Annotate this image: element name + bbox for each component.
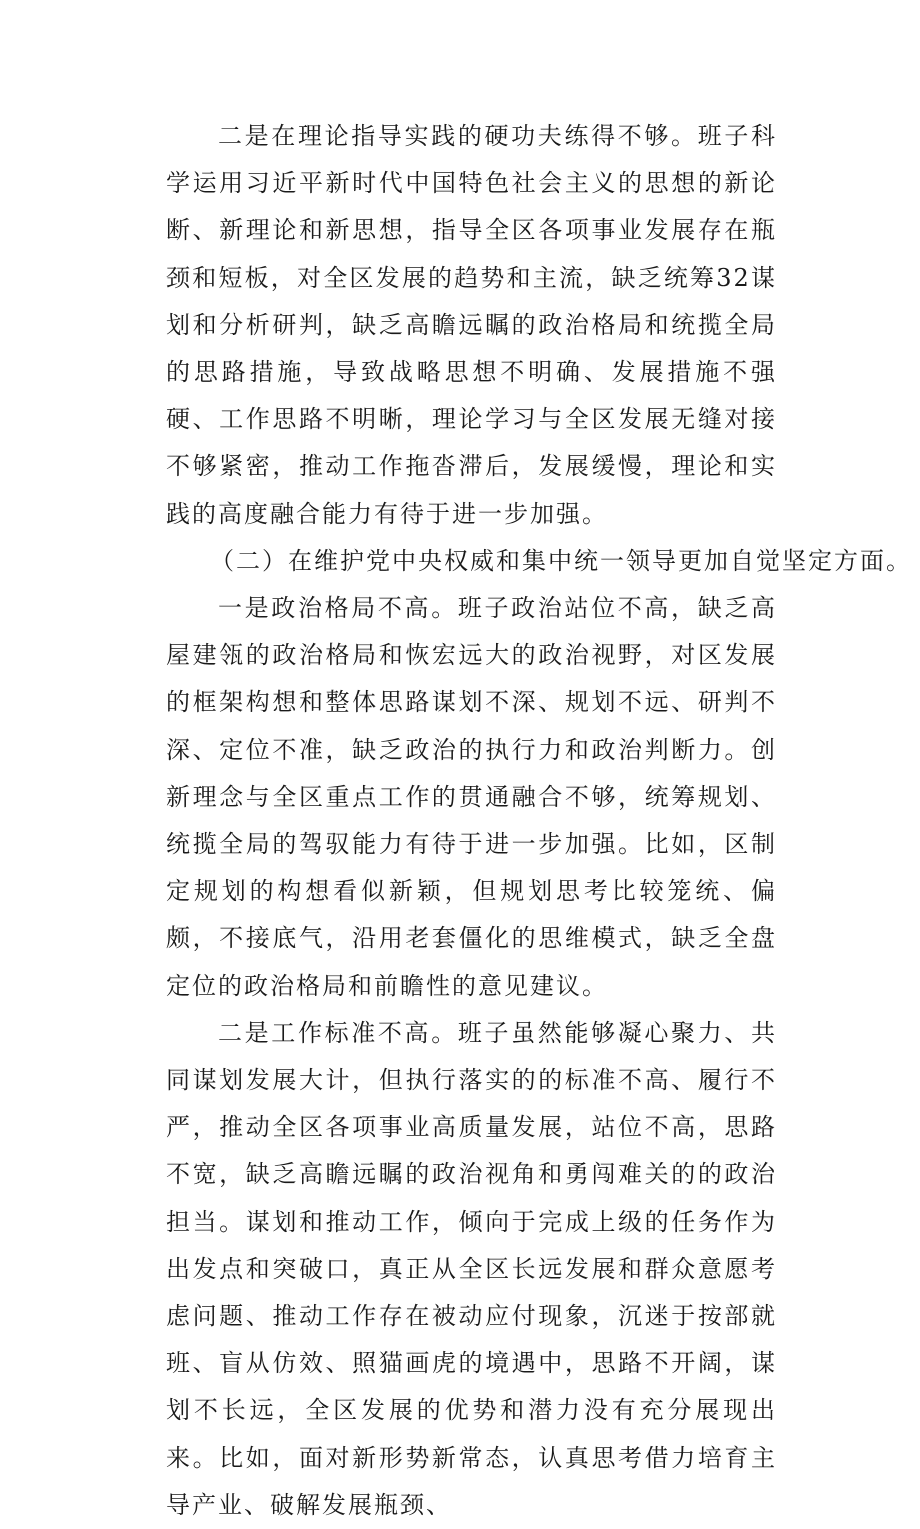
paragraph-theory-practice: 二是在理论指导实践的硬功夫练得不够。班子科学运用习近平新时代中国特色社会主义的思想的新论断、新理论和新思想，指导全区各项事业发展存在瓶颈和短板，对全区发展的趋势和主流，缺乏统筹32谋划和分析研判，缺乏高瞻远瞩的政治格局和统揽全局的思路措施，导致战略思想不明确、发展措施不强硬、工作思路不明晰，理论学习与全区发展无缝对接不够紧密，推动工作拖沓滞后，发展缓慢，理论和实践的高度融合能力有待于进一步加强。 (166, 122, 777, 528)
section-heading-2: （二）在维护党中央权威和集中统一领导更加自觉坚定方面。 (210, 546, 912, 575)
paragraph-work-standard: 二是工作标准不高。班子虽然能够凝心聚力、共同谋划发展大计，但执行落实的的标准不高、履行不严，推动全区各项事业高质量发展，站位不高，思路不宽，缺乏高瞻远瞩的政治视角和勇闯难关的的政治担当。谋划和推动工作，倾向于完成上级的任务作为出发点和突破口，真正从全区长远发展和群众意愿考虑问题、推动工作存在被动应付现象，沉迷于按部就班、盲从仿效、照猫画虎的境遇中，思路不开阔，谋划不长远，全区发展的优势和潜力没有充分展现出来。比如，面对新形势新常态，认真思考借力培育主导产业、破解发展瓶颈、 (166, 1018, 777, 1519)
paragraph-political-pattern: 一是政治格局不高。班子政治站位不高，缺乏高屋建瓴的政治格局和恢宏远大的政治视野，对区发展的框架构想和整体思路谋划不深、规划不远、研判不深、定位不准，缺乏政治的执行力和政治判断力。创新理念与全区重点工作的贯通融合不够，统筹规划、统揽全局的驾驭能力有待于进一步加强。比如，区制定规划的构想看似新颖，但规划思考比较笼统、偏颇，不接底气，沿用老套僵化的思维模式，缺乏全盘定位的政治格局和前瞻性的意见建议。 (166, 594, 777, 1000)
